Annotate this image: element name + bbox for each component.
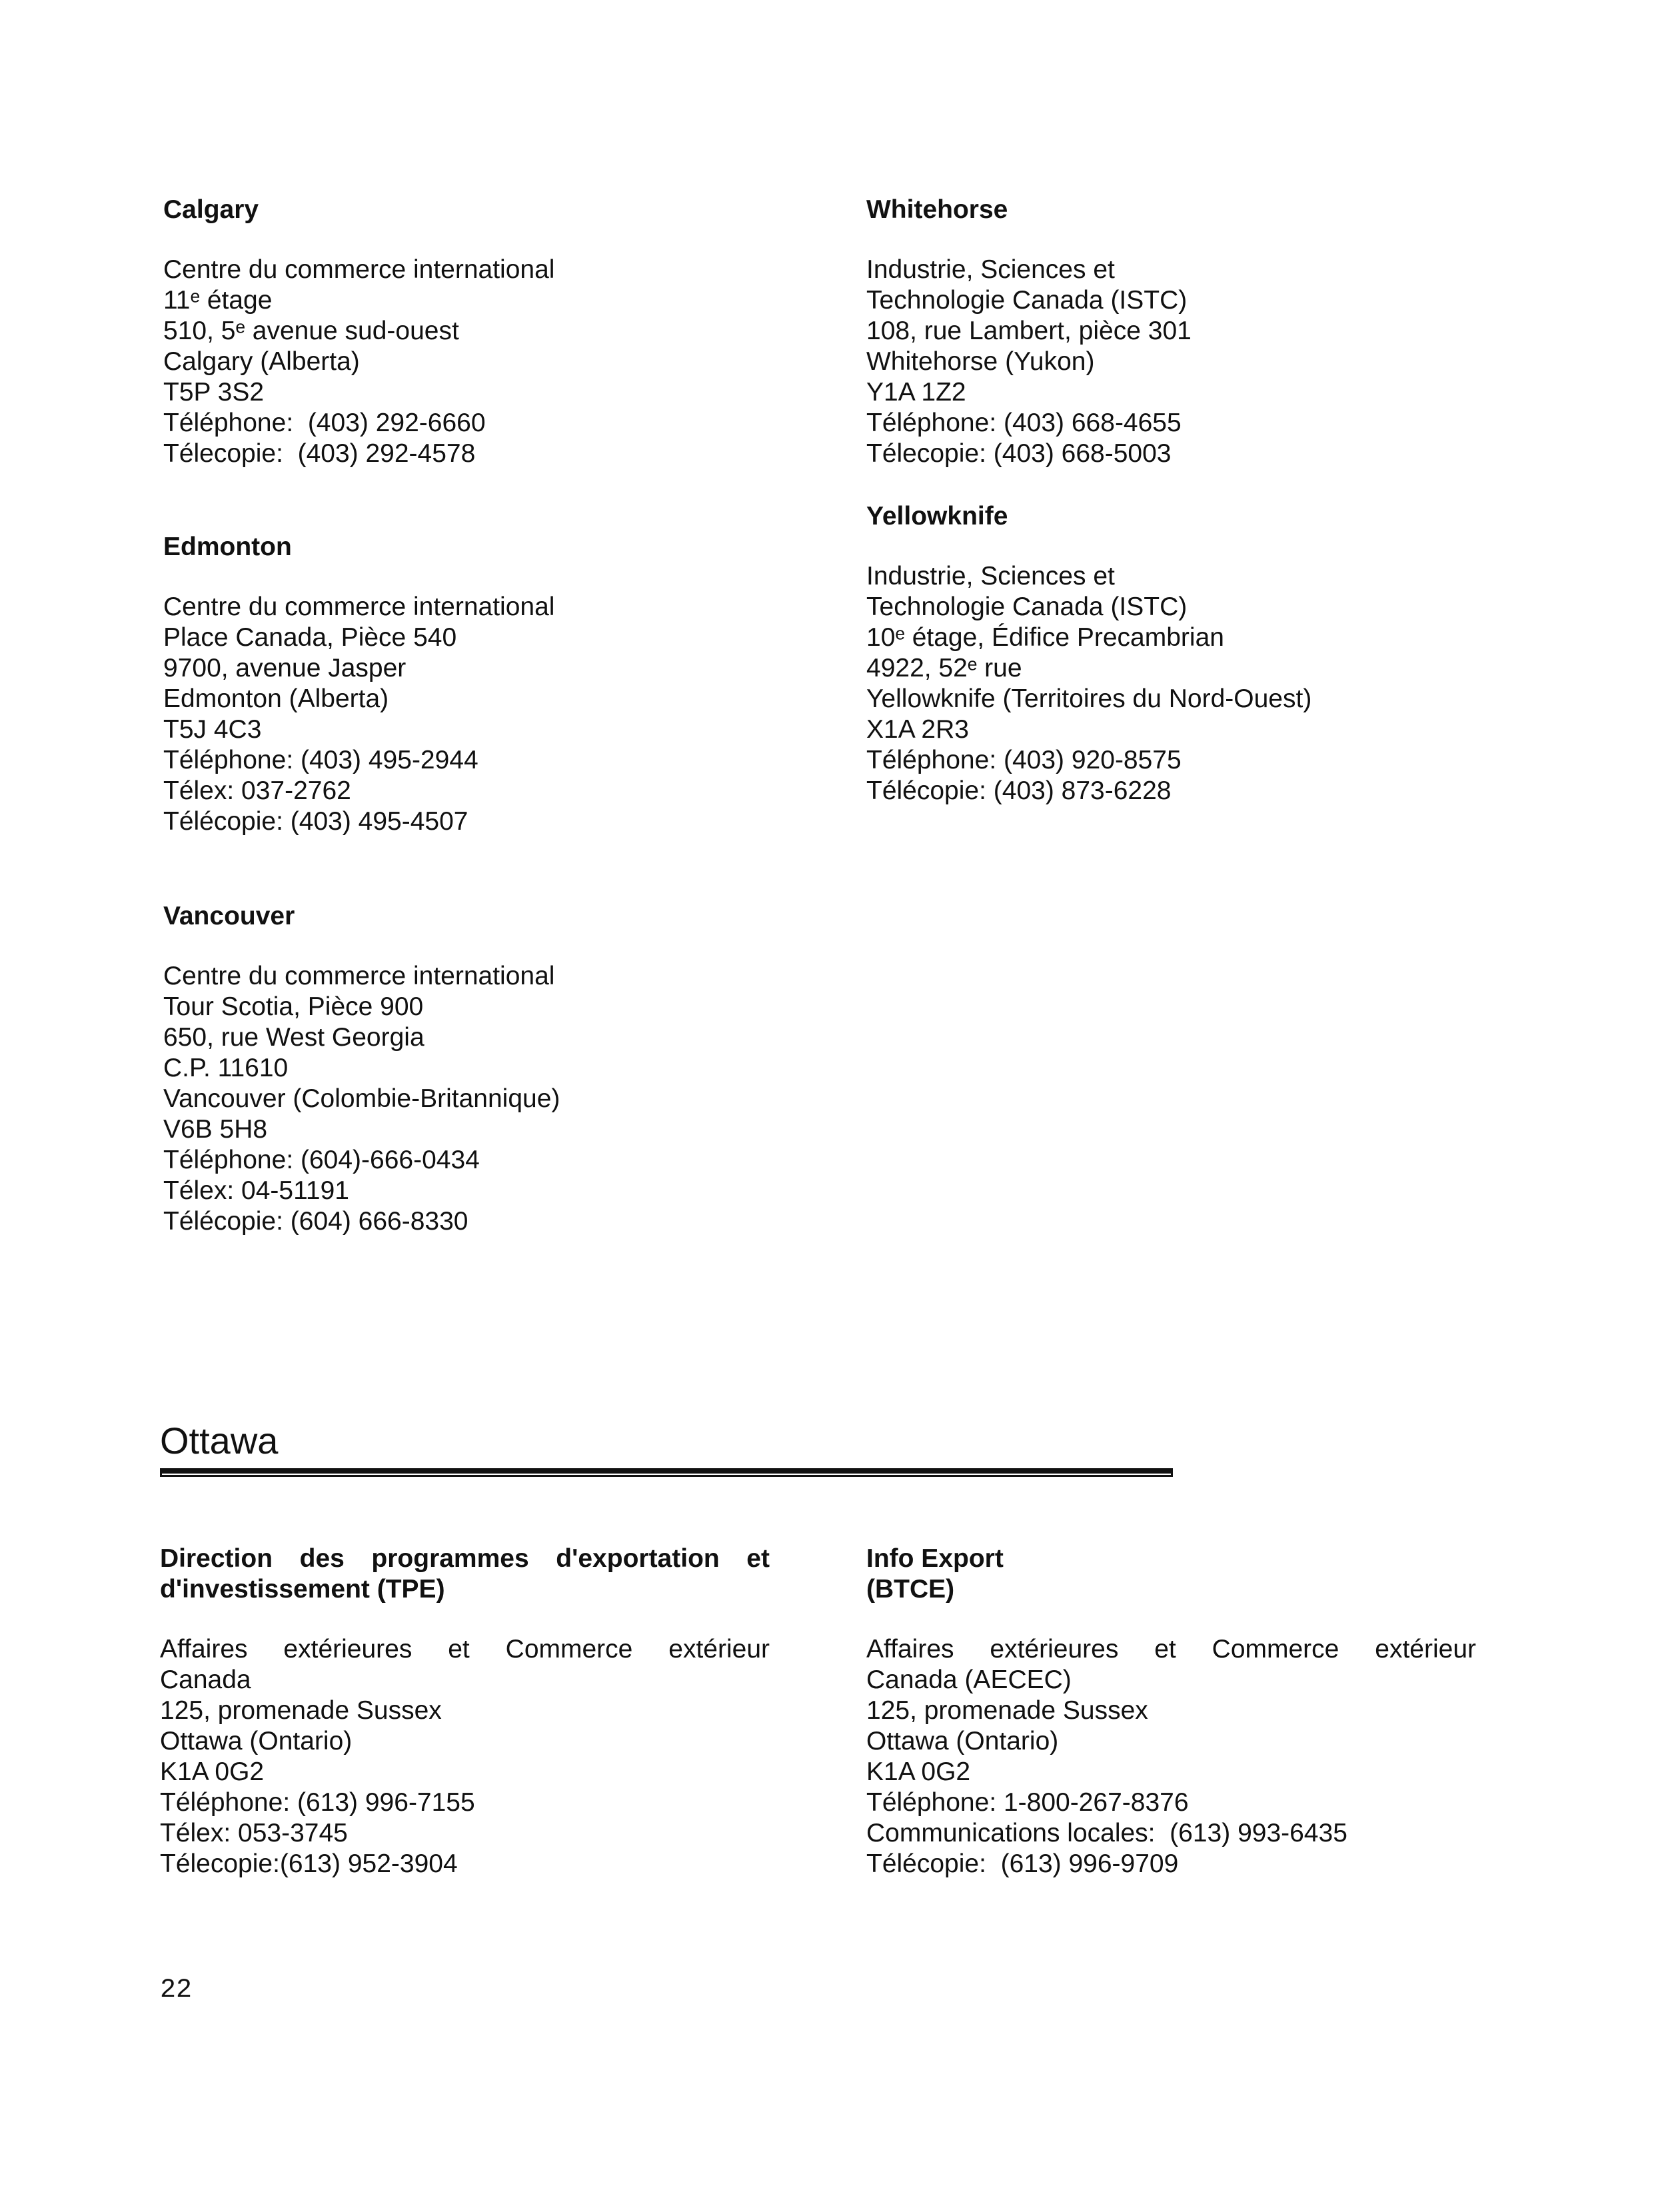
address-line: Ottawa (Ontario) bbox=[866, 1727, 1059, 1755]
address-line: C.P. 11610 bbox=[163, 1054, 289, 1082]
address-line: Télécopie: (403) 495-4507 bbox=[163, 807, 468, 836]
address-line: Vancouver (Colombie-Britannique) bbox=[163, 1084, 560, 1113]
address-line: 125, promenade Sussex bbox=[866, 1696, 1148, 1725]
address-line: T5J 4C3 bbox=[163, 715, 262, 744]
address-line: Téléphone: (403) 495-2944 bbox=[163, 746, 478, 774]
address-line: 11ᵉ étage bbox=[163, 286, 273, 315]
address-line: Technologie Canada (ISTC) bbox=[866, 592, 1188, 621]
address-line: 10ᵉ étage, Édifice Precambrian bbox=[866, 623, 1224, 652]
address-line: Communications locales: (613) 993-6435 bbox=[866, 1819, 1347, 1847]
address-line: Calgary (Alberta) bbox=[163, 347, 360, 376]
address-line: Technologie Canada (ISTC) bbox=[866, 286, 1188, 315]
address-line: Téléphone: (613) 996-7155 bbox=[160, 1788, 475, 1817]
address-line: Téléphone: 1-800-267-8376 bbox=[866, 1788, 1189, 1817]
section-title: Ottawa bbox=[160, 1420, 279, 1462]
address-line: Télécopie: (403) 873-6228 bbox=[866, 776, 1172, 805]
address-line: K1A 0G2 bbox=[160, 1757, 265, 1786]
address-line: Télex: 04-51191 bbox=[163, 1176, 349, 1205]
office-whitehorse bbox=[866, 195, 1533, 469]
address-line: Télecopie: (403) 292-4578 bbox=[163, 439, 476, 468]
section-divider bbox=[160, 1468, 1173, 1477]
office-title: Calgary bbox=[163, 195, 259, 224]
office-title: Whitehorse bbox=[866, 195, 1008, 224]
address-line: Edmonton (Alberta) bbox=[163, 684, 389, 713]
address-line: Téléphone: (403) 292-6660 bbox=[163, 409, 486, 437]
office-address bbox=[160, 1634, 770, 1879]
address-line: Centre du commerce international bbox=[163, 962, 555, 990]
office-yellowknife bbox=[866, 501, 1533, 806]
address-line: Téléphone: (604)-666-0434 bbox=[163, 1146, 480, 1174]
address-line: Affaires extérieures et Commerce extérieur bbox=[160, 1635, 770, 1663]
office-address bbox=[866, 1634, 1476, 1879]
office-title-line: Info Export bbox=[866, 1544, 1004, 1573]
address-line: 650, rue West Georgia bbox=[163, 1023, 424, 1052]
office-title bbox=[160, 1544, 770, 1605]
address-line: Whitehorse (Yukon) bbox=[866, 347, 1095, 376]
address-line: Canada bbox=[160, 1665, 251, 1694]
address-line: Ottawa (Ontario) bbox=[160, 1727, 353, 1755]
page-number: 22 bbox=[160, 1975, 193, 2005]
office-info-export bbox=[866, 1544, 1476, 1879]
office-title bbox=[866, 1544, 1476, 1605]
office-address bbox=[163, 592, 803, 837]
address-line: Y1A 1Z2 bbox=[866, 378, 966, 407]
address-line: Télécopie: (613) 996-9709 bbox=[866, 1849, 1179, 1878]
office-title: Vancouver bbox=[163, 902, 295, 930]
address-line: Canada (AECEC) bbox=[866, 1665, 1072, 1694]
address-line: Industrie, Sciences et bbox=[866, 255, 1115, 284]
address-line: X1A 2R3 bbox=[866, 715, 969, 744]
address-line: Télex: 037-2762 bbox=[163, 776, 351, 805]
address-line: Téléphone: (403) 920-8575 bbox=[866, 746, 1182, 774]
office-address bbox=[163, 961, 803, 1237]
address-line: Télecopie:(613) 952-3904 bbox=[160, 1849, 458, 1878]
address-line: 9700, avenue Jasper bbox=[163, 654, 407, 682]
address-line: 4922, 52ᵉ rue bbox=[866, 654, 1022, 682]
office-address bbox=[163, 255, 803, 469]
address-line: Tour Scotia, Pièce 900 bbox=[163, 992, 424, 1021]
address-line: 125, promenade Sussex bbox=[160, 1696, 442, 1725]
address-line: Centre du commerce international bbox=[163, 592, 555, 621]
address-line: Affaires extérieures et Commerce extérieur bbox=[866, 1635, 1476, 1663]
office-tpe bbox=[160, 1544, 770, 1879]
address-line: Télex: 053-3745 bbox=[160, 1819, 348, 1847]
address-line: V6B 5H8 bbox=[163, 1115, 268, 1144]
address-line: K1A 0G2 bbox=[866, 1757, 971, 1786]
office-title: Edmonton bbox=[163, 533, 292, 561]
office-edmonton bbox=[163, 532, 803, 837]
address-line: Yellowknife (Territoires du Nord-Ouest) bbox=[866, 684, 1312, 713]
office-title: Yellowknife bbox=[866, 502, 1008, 531]
office-vancouver bbox=[163, 901, 803, 1237]
office-title-line: d'investissement (TPE) bbox=[160, 1575, 445, 1604]
address-line: Téléphone: (403) 668-4655 bbox=[866, 409, 1182, 437]
office-title-line: Direction des programmes d'exportation et bbox=[160, 1544, 770, 1573]
address-line: Centre du commerce international bbox=[163, 255, 555, 284]
office-address bbox=[866, 255, 1533, 469]
address-line: Télécopie: (604) 666-8330 bbox=[163, 1207, 468, 1236]
address-line: Place Canada, Pièce 540 bbox=[163, 623, 457, 652]
office-calgary bbox=[163, 195, 803, 469]
office-title-line: (BTCE) bbox=[866, 1575, 955, 1604]
address-line: Industrie, Sciences et bbox=[866, 562, 1115, 590]
address-line: Télecopie: (403) 668-5003 bbox=[866, 439, 1172, 468]
address-line: 510, 5ᵉ avenue sud-ouest bbox=[163, 317, 459, 345]
address-line: 108, rue Lambert, pièce 301 bbox=[866, 317, 1192, 345]
office-address bbox=[866, 561, 1533, 806]
address-line: T5P 3S2 bbox=[163, 378, 265, 407]
